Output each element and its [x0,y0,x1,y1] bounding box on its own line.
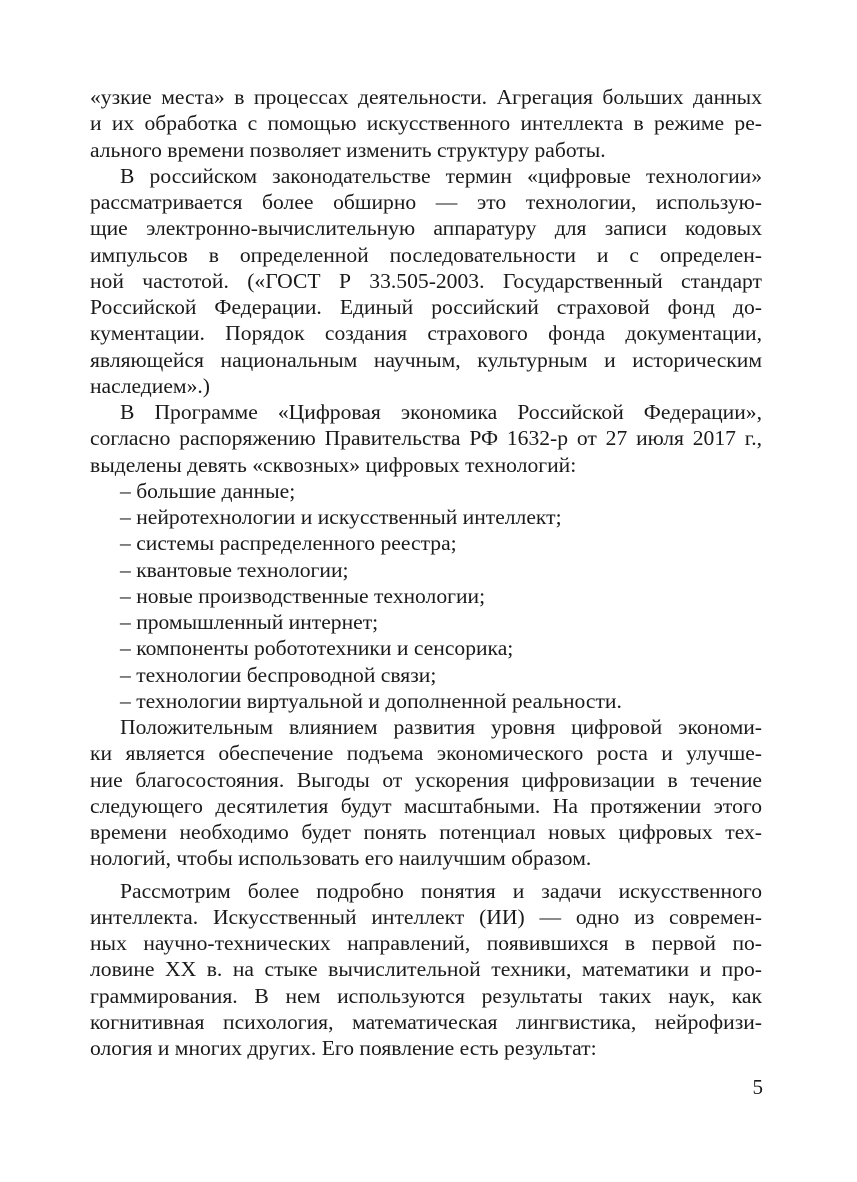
text-line: когнитивная психология, математическая лингвистика, нейрофизи- [90,1009,762,1034]
list-item: – промышленный интернет; [120,610,379,634]
text-line: интеллекта. Искусственный интеллект (ИИ) — одно из современ- [90,904,762,929]
text-line: согласно распоряжению Правительства РФ 1632-р от 27 июля 2017 г., [90,426,762,451]
text-line: граммирования. В нем используются результаты таких наук, как [90,983,762,1008]
text-line: ология и многих других. Его появление есть результат: [90,1036,597,1060]
text-line: выделены девять «сквозных» цифровых технологий: [90,452,577,477]
text-line: рассматривается более обширно — это технологии, использую- [90,190,762,214]
text-line: Положительным влиянием развития уровня цифровой экономи- [120,715,762,739]
text-line: наследием».) [90,373,210,398]
text-line: ных научно-технических направлений, появившихся в первой по- [90,931,762,955]
text-line: Российской Федерации. Единый российский страховой фонд до- [90,295,762,319]
text-line: импульсов в определенной последовательности и с определен- [90,242,762,267]
list-item: – компоненты робототехники и сенсорика; [120,636,514,661]
text-line: В российском законодательстве термин «цифровые технологии» [120,163,762,188]
text-line: и их обработка с помощью искусственного интеллекта в режиме ре- [90,111,762,136]
text-line: В Программе «Цифровая экономика Российской Федерации», [120,400,762,424]
page-number: 5 [752,1075,763,1099]
text-line: Рассмотрим более подробно понятия и задачи искусственного [120,878,762,903]
list-item: – технологии беспроводной связи; [120,662,437,687]
list-item: – системы распределенного реестра; [120,531,457,556]
text-line: ки является обеспечение подъема экономического роста и улучше- [90,741,762,766]
text-line: щие электронно-вычислительную аппаратуру для записи кодовых [90,216,762,241]
text-line: ловине XX в. на стыке вычислительной техники, математики и про- [90,957,762,982]
paragraph [90,84,762,163]
paragraph [90,399,762,478]
paragraph [90,714,762,872]
list-item: – новые производственные технологии; [120,583,486,608]
text-line: нологий, чтобы использовать его наилучшим образом. [90,846,592,871]
list-item: – большие данные; [120,478,296,503]
paragraph [90,163,762,399]
text-line: кументации. Порядок создания страхового фонда документации, [90,321,762,346]
technology-list [90,478,762,714]
list-item: – нейротехнологии и искусственный интеллект; [120,505,562,529]
text-line: являющейся национальным научным, культурным и историческим [90,347,762,372]
text-line: следующего десятилетия будут масштабными. На протяжении этого [90,793,762,818]
text-line: времени необходимо будет понять потенциал новых цифровых тех- [90,820,762,844]
list-item: – технологии виртуальной и дополненной реальности. [120,688,622,713]
text-line: «узкие места» в процессах деятельности. Агрегация больших данных [90,85,762,109]
paragraph [90,878,762,1062]
body-text [90,84,762,1061]
list-item: – квантовые технологии; [120,557,349,582]
text-line: ние благосостояния. Выгоды от ускорения цифровизации в течение [90,767,762,792]
text-line: ной частотой. («ГОСТ Р 33.505-2003. Государственный стандарт [90,268,762,293]
text-line: ального времени позволяет изменить структуру работы. [90,137,606,162]
